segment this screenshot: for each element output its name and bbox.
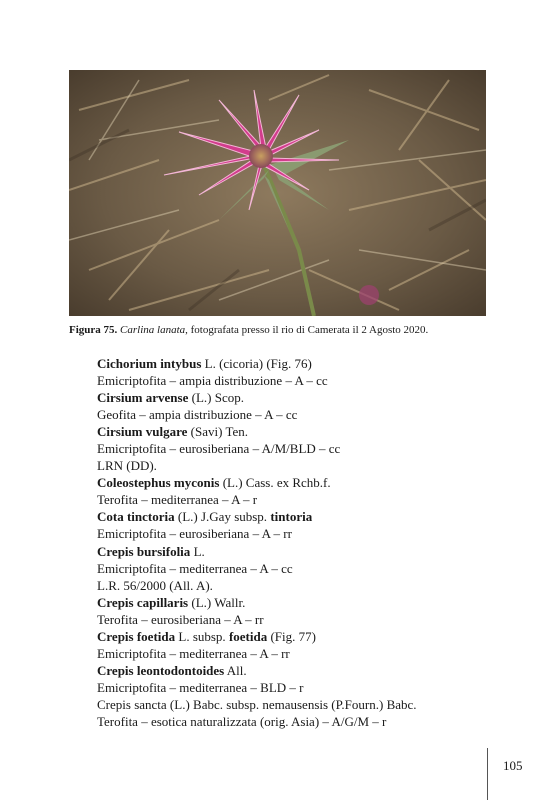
subspecies-name: tintoria xyxy=(270,509,313,525)
figure-reference: (Fig. 77) xyxy=(267,628,316,644)
list-item xyxy=(97,423,497,440)
list-item: Terofita – mediterranea – A – r xyxy=(97,492,258,508)
list-item: Terofita – eurosiberiana – A – rr xyxy=(97,611,264,627)
species-name: Cichorium intybus xyxy=(97,356,202,371)
species-name: Coleostephus myconis xyxy=(97,475,220,491)
list-item: Emicriptofita – ampia distribuzione – A – cc xyxy=(97,373,328,389)
list-item xyxy=(97,543,497,560)
species-authority: (L.) Wallr. xyxy=(188,594,246,610)
list-item: LRN (DD). xyxy=(97,458,157,474)
species-name: Crepis foetida xyxy=(97,628,176,644)
figure-photo-carlina-lanata xyxy=(69,70,486,316)
species-name: Crepis leontodontoides xyxy=(97,662,225,678)
list-item: Geofita – ampia distribuzione – A – cc xyxy=(97,407,298,423)
species-authority: (L.) Scop. xyxy=(188,390,244,406)
list-item xyxy=(97,594,497,611)
species-authority: (Savi) Ten. xyxy=(187,424,248,440)
figure-caption xyxy=(69,323,489,337)
list-item xyxy=(97,355,497,372)
list-item: Emicriptofita – mediterranea – A – cc xyxy=(97,560,293,576)
flower-photo-illustration xyxy=(69,70,486,316)
list-item: Emicriptofita – eurosiberiana – A – rr xyxy=(97,526,292,542)
list-item: Terofita – esotica naturalizzata (orig. Asia) – A/G/M – r xyxy=(97,713,387,729)
species-name: Crepis capillaris xyxy=(97,594,189,610)
list-item xyxy=(97,474,497,491)
figure-caption-text: , fotografata presso il rio di Camerata il 2 Agosto 2020. xyxy=(185,324,429,336)
list-item xyxy=(97,508,497,525)
species-authority: L. subsp. xyxy=(175,628,229,644)
page-number: 105 xyxy=(503,758,523,773)
species-name: Cota tinctoria xyxy=(97,509,175,525)
list-item xyxy=(97,662,497,679)
species-authority: L. (cicoria) (Fig. 76) xyxy=(201,356,312,371)
species-name: Cirsium arvense xyxy=(97,390,189,406)
species-name: Crepis bursifolia xyxy=(97,543,191,559)
list-item xyxy=(97,628,497,645)
subspecies-name: foetida xyxy=(228,628,268,644)
list-item: L.R. 56/2000 (All. A). xyxy=(97,577,213,593)
species-name: Cirsium vulgare xyxy=(97,424,188,440)
species-list xyxy=(97,355,497,730)
species-authority: All. xyxy=(224,662,247,678)
list-item xyxy=(97,389,497,406)
figure-label: Figura 75. xyxy=(69,324,118,336)
figure-species: Carlina lanata xyxy=(120,324,186,336)
list-item: Crepis sancta (L.) Babc. subsp. nemausensis (P.Fourn.) Babc. xyxy=(97,696,417,712)
species-authority: (L.) Cass. ex Rchb.f. xyxy=(219,475,331,491)
list-item: Emicriptofita – eurosiberiana – A/M/BLD – cc xyxy=(97,441,341,457)
species-authority: (L.) J.Gay subsp. xyxy=(174,509,271,525)
page-number-rule xyxy=(487,748,488,800)
list-item: Emicriptofita – mediterranea – BLD – r xyxy=(97,679,304,695)
list-item: Emicriptofita – mediterranea – A – rr xyxy=(97,645,290,661)
species-authority: L. xyxy=(190,543,205,559)
